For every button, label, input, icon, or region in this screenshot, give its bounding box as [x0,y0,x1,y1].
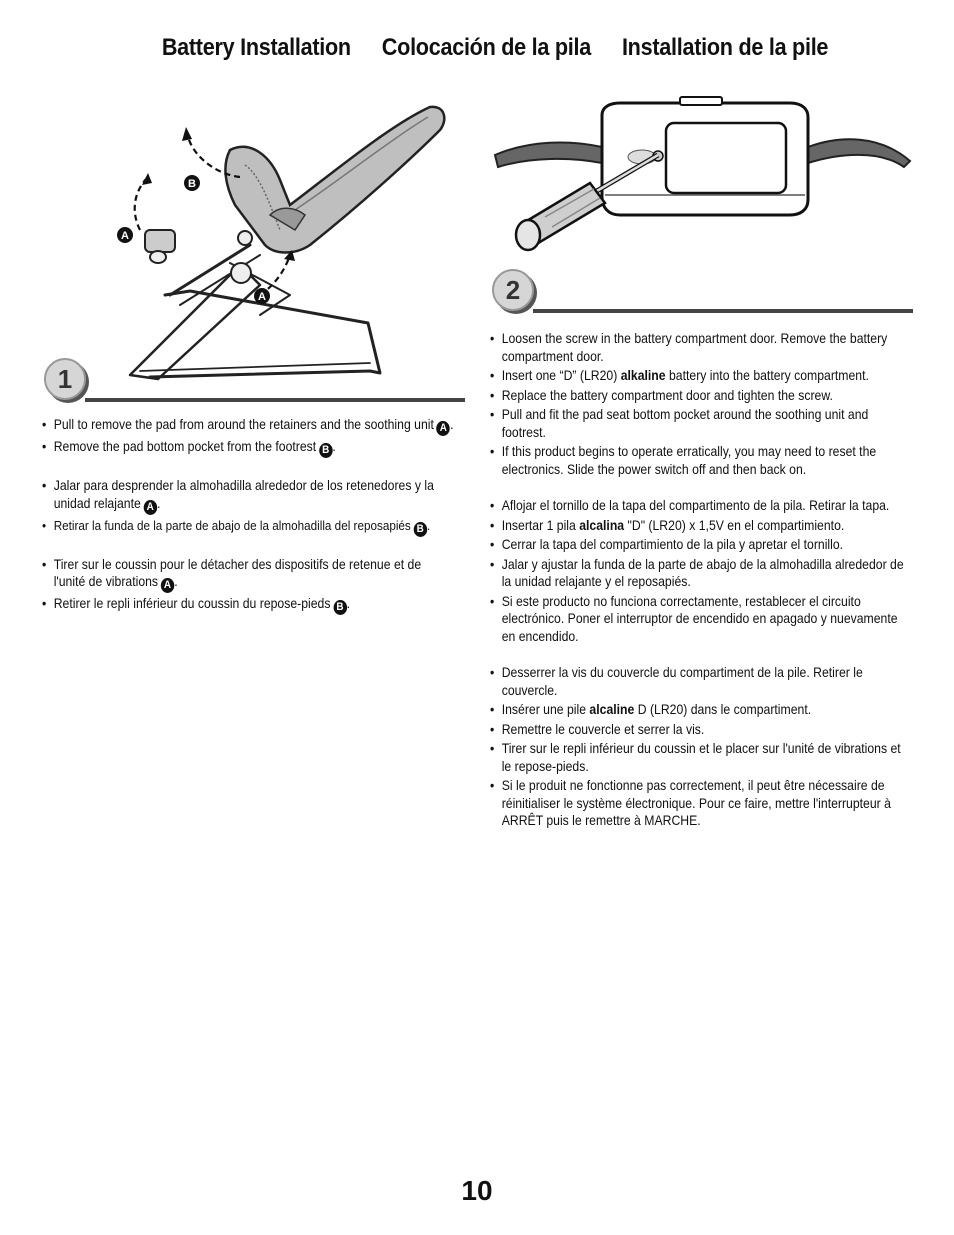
list-item: • Si este producto no funciona correctamente, restablecer el circuito electrónico. Poner el interruptor de encendido en apagado y nuevamente en encendido. [490,593,909,646]
list-item: • Insert one “D” (LR20) alkaline battery into the battery compartment. [490,367,909,385]
step-2-instructions [490,330,909,849]
callout-b-label: B [188,178,196,190]
list-item: • Cerrar la tapa del compartimiento de la pila y apretar el tornillo. [490,536,909,554]
step-2-french [490,664,909,830]
list-item: • Tirer sur le repli inférieur du coussin et le placer sur l'unité de vibrations et le repose-pieds. [490,740,909,775]
list-item: • Retirar la funda de la parte de abajo de la almohadilla del reposapiés B . [42,517,456,537]
callout-a-label-1: A [121,230,129,242]
battery-compartment-illustration [490,95,915,260]
step-1-badge: 1 [44,358,86,400]
callout-b-icon: B [319,443,333,458]
step-1-spanish [42,477,456,537]
page-title [48,34,943,62]
list-item: • Remove the pad bottom pocket from the footrest B . [42,438,456,458]
step-2-english [490,330,909,478]
step-2-badge: 2 [492,269,534,311]
step-1-french [42,556,456,616]
callout-a-label-2: A [258,291,266,303]
list-item: • Insertar 1 pila alcalina "D" (LR20) x 1,5V en el compartimiento. [490,517,909,535]
list-item: • Retirer le repli inférieur du coussin du repose-pieds B . [42,595,456,615]
callout-a-icon: A [437,421,451,436]
list-item: • Replace the battery compartment door and tighten the screw. [490,387,909,405]
list-item: • Remettre le couvercle et serrer la vis. [490,721,909,739]
list-item: • Jalar para desprender la almohadilla alrededor de los retenedores y la unidad relajante A . [42,477,456,515]
callout-b-icon: B [333,600,347,615]
title-french: Installation de la pile [621,34,829,61]
title-spanish: Colocación de la pila [381,34,592,61]
step-1-divider [85,398,465,402]
callout-a-icon: A [161,578,175,593]
page-number: 10 [461,1175,493,1206]
step-1-english [42,416,456,458]
list-item: • Aflojar el tornillo de la tapa del compartimento de la pila. Retirar la tapa. [490,497,909,515]
list-item: • Jalar y ajustar la funda de la parte de abajo de la almohadilla alrededor de la unidad relajante y el reposapiés. [490,556,909,591]
title-english: Battery Installation [161,34,351,61]
list-item: • Si le produit ne fonctionne pas correctement, il peut être nécessaire de réinitialiser le système électronique. Pour ce faire, mettre l'interrupteur à ARRÊT puis le remettre à MARCHE. [490,777,909,830]
list-item: • Pull and fit the pad seat bottom pocket around the soothing unit and footrest. [490,406,909,441]
list-item: • Loosen the screw in the battery compartment door. Remove the battery compartment door. [490,330,909,365]
list-item: • Tirer sur le coussin pour le détacher des dispositifs de retenue et de l'unité de vibrations A . [42,556,456,594]
step-2-spanish [490,497,909,645]
list-item: • If this product begins to operate erratically, you may need to reset the electronics. Slide the power switch off and then back on. [490,443,909,478]
bouncer-illustration [110,95,460,395]
step-1-instructions [42,416,456,634]
callout-b-icon: B [413,522,427,537]
callout-a-icon: A [143,500,157,515]
step-2-divider [533,309,913,313]
list-item: • Insérer une pile alcaline D (LR20) dans le compartiment. [490,701,909,719]
list-item: • Desserrer la vis du couvercle du compartiment de la pile. Retirer le couvercle. [490,664,909,699]
list-item: • Pull to remove the pad from around the retainers and the soothing unit A . [42,416,456,436]
